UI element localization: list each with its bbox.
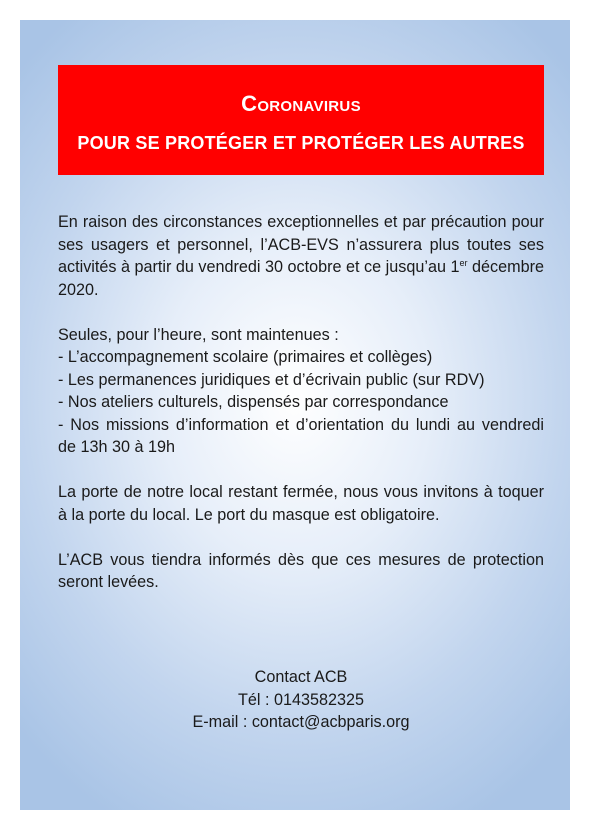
maintained-activities	[58, 324, 544, 459]
intro-text-end: décembre 2020.	[58, 258, 544, 299]
list-item: - L’accompagnement scolaire (primaires et collèges)	[58, 348, 433, 366]
list-item: - Nos ateliers culturels, dispensés par correspondance	[58, 393, 449, 411]
title-banner	[58, 65, 544, 175]
contact-phone: Tél : 0143582325	[237, 690, 364, 709]
intro-text: En raison des circonstances exceptionnelles et par précaution pour ses usagers et personnel, l’ACB-EVS n’assurera plus toutes ses activités à partir du vendredi 30 octobre et ce jusqu’au 1	[58, 213, 544, 276]
door-notice: La porte de notre local restant fermée, nous vous invitons à toquer à la porte du local. Le port du masque est obligatoire.	[58, 483, 544, 524]
intro-superscript: er	[459, 258, 468, 268]
list-item: - Nos missions d’information et d’orientation du lundi au vendredi de 13h 30 à 19h	[58, 415, 544, 456]
banner-title: Coronavirus	[241, 91, 361, 116]
banner-subtitle: POUR SE PROTÉGER ET PROTÉGER LES AUTRES	[77, 133, 525, 153]
intro-paragraph	[58, 211, 544, 301]
notice-card	[20, 20, 570, 810]
maintained-heading: Seules, pour l’heure, sont maintenues :	[58, 325, 339, 344]
contact-email: E-mail : contact@acbparis.org	[192, 713, 410, 731]
contact-block	[58, 666, 544, 734]
contact-heading: Contact ACB	[254, 668, 348, 686]
notice-body	[58, 211, 544, 616]
list-item: - Les permanences juridiques et d’écrivain public (sur RDV)	[58, 370, 485, 389]
closing-notice: L’ACB vous tiendra informés dès que ces mesures de protection seront levées.	[58, 550, 544, 591]
